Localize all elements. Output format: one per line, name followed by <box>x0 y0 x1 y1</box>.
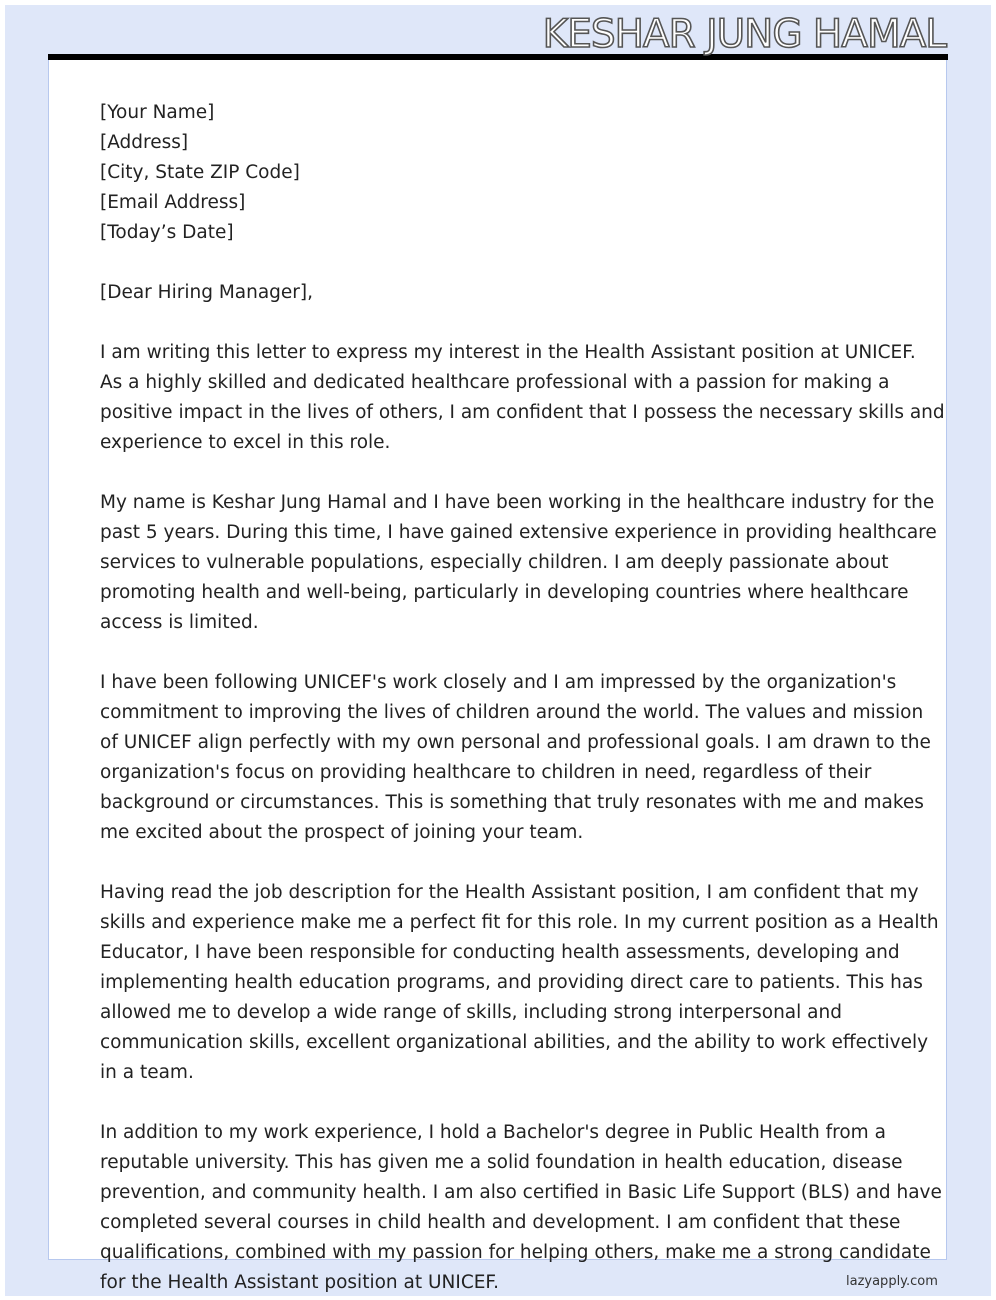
watermark: lazyapply.com <box>846 1274 938 1289</box>
paragraph-line: allowed me to develop a wide range of skills, including strong interpersonal and <box>100 1002 842 1023</box>
sender-line: [Today’s Date] <box>100 222 234 243</box>
paragraph-line: commitment to improving the lives of children around the world. The values and mission <box>100 702 924 723</box>
paragraph-line: experience to excel in this role. <box>100 432 391 453</box>
paragraph-line: I have been following UNICEF's work closely and I am impressed by the organization's <box>100 672 897 693</box>
paragraph-line: completed several courses in child health and development. I am confident that these <box>100 1212 901 1233</box>
paragraph-line: past 5 years. During this time, I have gained extensive experience in providing healthcare <box>100 522 937 543</box>
paragraph-line: qualifications, combined with my passion for helping others, make me a strong candidate <box>100 1242 931 1263</box>
sender-line: [Email Address] <box>100 192 246 213</box>
body-paragraph <box>100 668 945 848</box>
sender-line: [Your Name] <box>100 102 215 123</box>
body-paragraph <box>100 488 945 638</box>
body-paragraph <box>100 338 945 458</box>
sender-line: [Address] <box>100 132 189 153</box>
sender-line: [City, State ZIP Code] <box>100 162 300 183</box>
paragraph-line: in a team. <box>100 1062 194 1083</box>
paragraph-line: I am writing this letter to express my interest in the Health Assistant position at UNICEF. <box>100 342 916 363</box>
paragraph-line: organization's focus on providing healthcare to children in need, regardless of their <box>100 762 872 783</box>
applicant-name-heading: KESHAR JUNG HAMAL <box>542 12 946 57</box>
paragraph-line: In addition to my work experience, I hold a Bachelor's degree in Public Health from a <box>100 1122 886 1143</box>
sender-block <box>100 98 945 248</box>
paragraph-line: prevention, and community health. I am also certified in Basic Life Support (BLS) and have <box>100 1182 942 1203</box>
paragraph-line: for the Health Assistant position at UNICEF. <box>100 1272 499 1293</box>
paragraph-line: communication skills, excellent organizational abilities, and the ability to work effectively <box>100 1032 929 1053</box>
letter-body <box>100 98 945 1298</box>
paragraph-line: background or circumstances. This is something that truly resonates with me and makes <box>100 792 924 813</box>
paragraph-line: skills and experience make me a perfect fit for this role. In my current position as a Health <box>100 912 939 933</box>
paragraph-line: Having read the job description for the Health Assistant position, I am confident that my <box>100 882 919 903</box>
paragraph-line: As a highly skilled and dedicated healthcare professional with a passion for making a <box>100 372 890 393</box>
body-paragraph <box>100 1118 945 1298</box>
paragraph-line: reputable university. This has given me a solid foundation in health education, disease <box>100 1152 903 1173</box>
paragraph-line: access is limited. <box>100 612 259 633</box>
paragraph-line: me excited about the prospect of joining your team. <box>100 822 584 843</box>
paragraph-line: Educator, I have been responsible for conducting health assessments, developing and <box>100 942 900 963</box>
salutation: [Dear Hiring Manager], <box>100 282 314 303</box>
paragraph-line: of UNICEF align perfectly with my own personal and professional goals. I am drawn to the <box>100 732 931 753</box>
paragraph-line: services to vulnerable populations, especially children. I am deeply passionate about <box>100 552 889 573</box>
paragraph-line: positive impact in the lives of others, I am confident that I possess the necessary skills and <box>100 402 945 423</box>
paragraph-line: My name is Keshar Jung Hamal and I have been working in the healthcare industry for the <box>100 492 935 513</box>
body-paragraph <box>100 878 945 1088</box>
paragraph-line: implementing health education programs, and providing direct care to patients. This has <box>100 972 923 993</box>
paragraph-line: promoting health and well-being, particularly in developing countries where healthcare <box>100 582 909 603</box>
